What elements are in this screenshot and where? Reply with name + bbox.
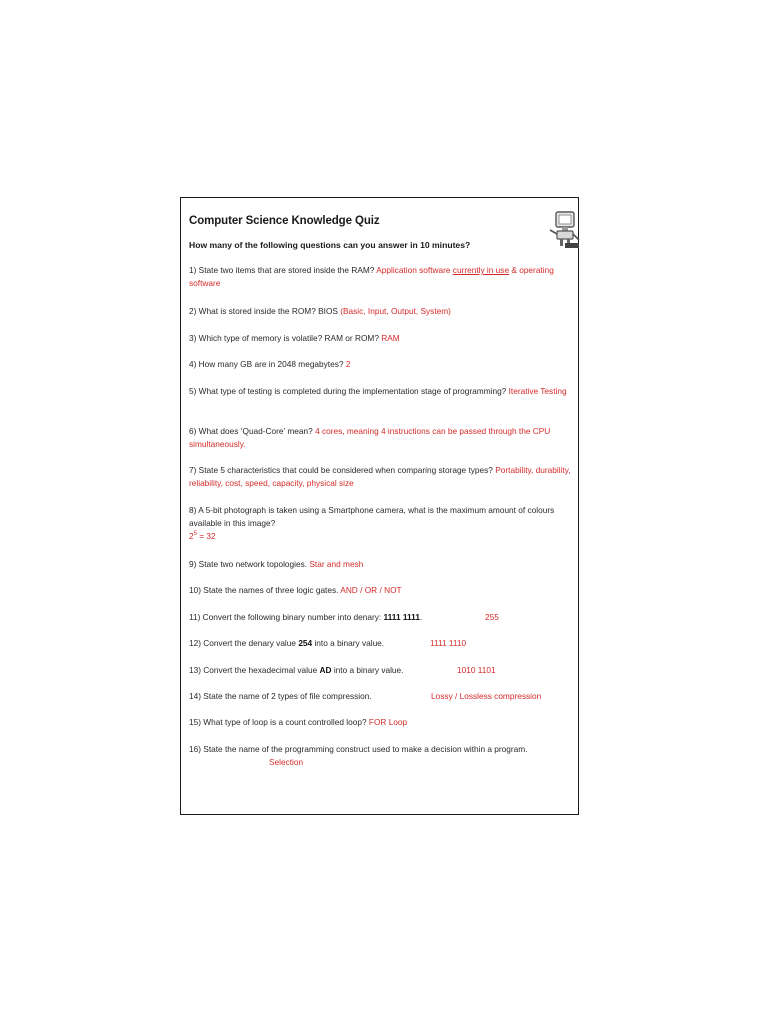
- question-16-answer: Selection: [269, 757, 304, 767]
- question-11-value: 1111 1111: [383, 612, 420, 622]
- question-12-answer: 1111 1110: [430, 638, 467, 648]
- question-12: [189, 637, 572, 650]
- robot-computer-icon: [547, 210, 581, 250]
- question-1-answer-b: currently in use: [452, 265, 510, 275]
- question-2-answer: (Basic, Input, Output, System): [340, 306, 451, 316]
- quiz-title: Computer Science Knowledge Quiz: [189, 215, 380, 227]
- question-16-text: 16) State the name of the programming construct used to make a decision within a program.: [189, 744, 528, 754]
- question-15-text: 15) What type of loop is a count controlled loop?: [189, 717, 369, 727]
- question-1-answer-a: Application software: [376, 265, 453, 275]
- question-8-answer-exponent: 5: [193, 531, 197, 538]
- question-7-text: 7) State 5 characteristics that could be considered when comparing storage types?: [189, 465, 496, 475]
- question-4-text: 4) How many GB are in 2048 megabytes?: [189, 359, 346, 369]
- question-14-answer: Lossy / Lossless compression: [431, 691, 542, 701]
- question-11-text: 11) Convert the following binary number into denary:: [189, 612, 384, 622]
- question-11-answer: 255: [485, 612, 499, 622]
- question-14: [189, 690, 572, 703]
- quiz-subtitle: How many of the following questions can you answer in 10 minutes?: [189, 240, 471, 250]
- question-9-answer: Star and mesh: [309, 559, 364, 569]
- question-15-answer: FOR Loop: [368, 717, 408, 727]
- question-8-answer-base: 2: [189, 531, 194, 541]
- question-1-answer-c: & operating software: [189, 265, 554, 288]
- question-6: [189, 425, 572, 451]
- question-12-value: 254: [298, 638, 313, 648]
- question-2: [189, 305, 572, 318]
- question-5: [189, 385, 572, 398]
- quiz-sheet: [180, 197, 579, 815]
- question-2-text: 2) What is stored inside the ROM? BIOS: [189, 306, 341, 316]
- question-16: [189, 743, 572, 767]
- question-6-answer: 4 cores, meaning 4 instructions can be passed through the CPU simultaneously.: [189, 426, 551, 449]
- question-3-answer: RAM: [381, 333, 400, 343]
- question-13-text: 13) Convert the hexadecimal value: [189, 665, 320, 675]
- question-15: [189, 716, 572, 729]
- question-10: [189, 584, 572, 597]
- question-3: [189, 332, 572, 345]
- question-13-value: AD: [319, 665, 332, 675]
- question-4: [189, 358, 572, 371]
- question-13: [189, 664, 572, 677]
- question-10-answer: AND / OR / NOT: [340, 585, 402, 595]
- question-12-after: into a binary value.: [312, 638, 385, 648]
- question-8: [189, 504, 572, 543]
- question-13-after: into a binary value.: [331, 665, 404, 675]
- question-13-answer: 1010 1101: [457, 665, 496, 675]
- question-11-after: .: [419, 612, 423, 622]
- question-9: [189, 558, 572, 571]
- question-9-text: 9) State two network topologies.: [189, 559, 310, 569]
- question-1: [189, 264, 572, 290]
- question-7: [189, 464, 572, 490]
- question-12-text: 12) Convert the denary value: [189, 638, 299, 648]
- question-14-text: 14) State the name of 2 types of file compression.: [189, 691, 372, 701]
- question-11: [189, 611, 572, 624]
- question-8-text: 8) A 5-bit photograph is taken using a Smartphone camera, what is the maximum amount of colours available in this image?: [189, 505, 555, 528]
- question-5-text: 5) What type of testing is completed during the implementation stage of programming?: [189, 386, 509, 396]
- question-8-answer: [189, 531, 216, 541]
- question-8-answer-result: = 32: [196, 531, 216, 541]
- question-4-answer: 2: [345, 359, 351, 369]
- question-1-text: 1) State two items that are stored inside the RAM?: [189, 265, 377, 275]
- question-5-answer: Iterative Testing: [508, 386, 567, 396]
- question-6-text: 6) What does ‘Quad-Core’ mean?: [189, 426, 316, 436]
- question-10-text: 10) State the names of three logic gates.: [189, 585, 341, 595]
- question-7-answer: Portability, durability, reliability, cost, speed, capacity, physical size: [189, 465, 571, 488]
- question-3-text: 3) Which type of memory is volatile? RAM or ROM?: [189, 333, 382, 343]
